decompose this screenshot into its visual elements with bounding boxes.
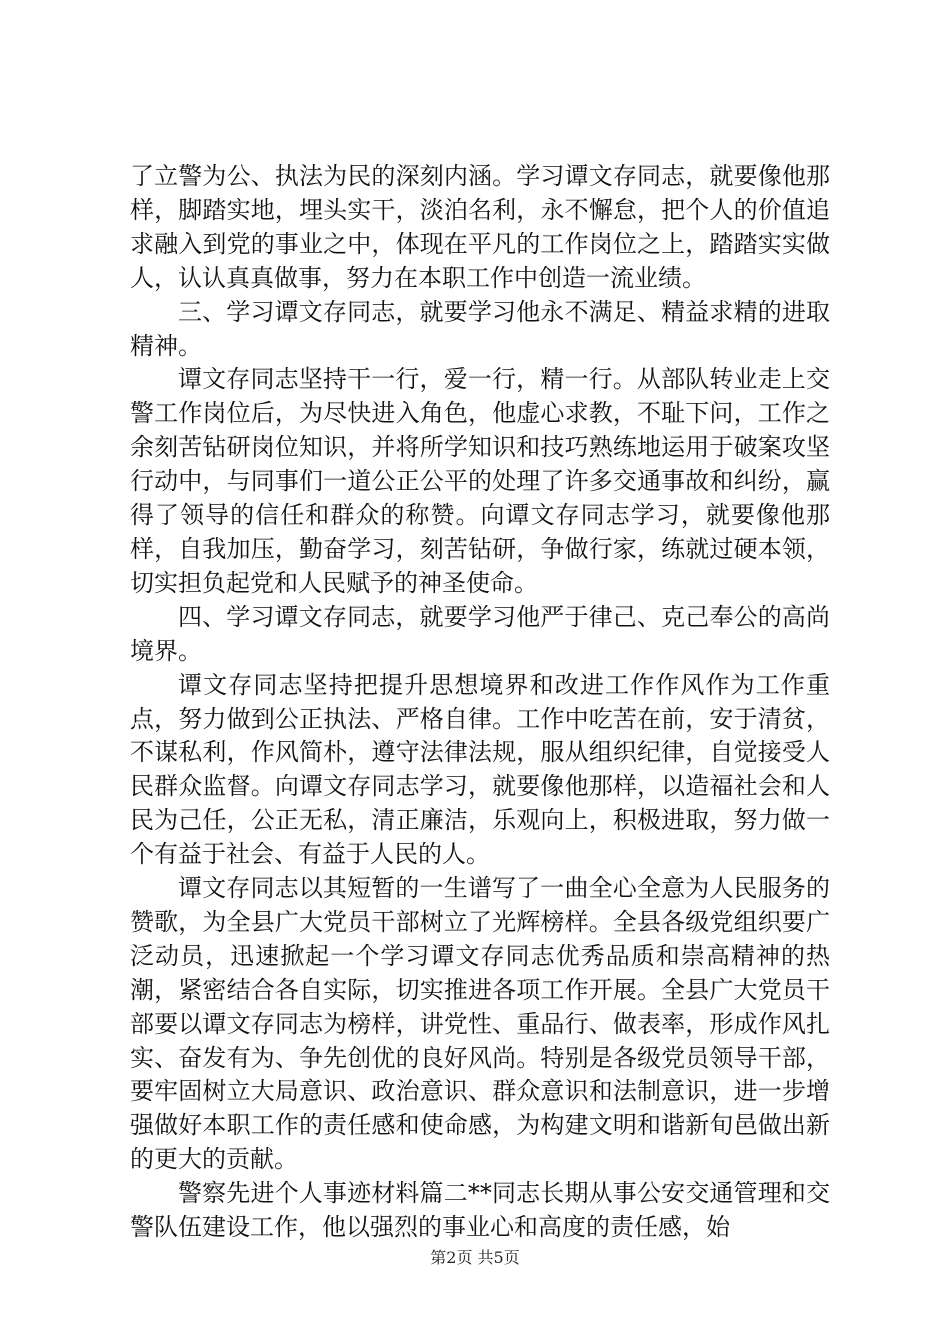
section-heading-3: 三、学习谭文存同志，就要学习他永不满足、精益求精的进取精神。 (130, 297, 830, 360)
body-text (130, 160, 830, 1245)
section-heading-4: 四、学习谭文存同志，就要学习他严于律己、克己奉公的高尚境界。 (130, 602, 830, 665)
paragraph: 谭文存同志以其短暂的一生谱写了一曲全心全意为人民服务的赞歌，为全县广大党员干部树立了光辉榜样。全县各级党组织要广泛动员，迅速掀起一个学习谭文存同志优秀品质和崇高精神的热潮，紧密结合各自实际，切实推进各项工作开展。全县广大党员干部要以谭文存同志为榜样，讲党性、重品行、做表率，形成作风扎实、奋发有为、争先创优的良好风尚。特别是各级党员领导干部，要牢固树立大局意识、政治意识、群众意识和法制意识，进一步增强做好本职工作的责任感和使命感，为构建文明和谐新旬邑做出新的更大的贡献。 (130, 874, 830, 1174)
paragraph: 警察先进个人事迹材料篇二**同志长期从事公安交通管理和交警队伍建设工作，他以强烈的事业心和高度的责任感，始 (130, 1179, 830, 1242)
page-number-footer: 第2页 共5页 (430, 1248, 520, 1267)
paragraph: 谭文存同志坚持干一行，爱一行，精一行。从部队转业走上交警工作岗位后，为尽快进入角色，他虚心求教，不耻下问，工作之余刻苦钻研岗位知识，并将所学知识和技巧熟练地运用于破案攻坚行动中，与同事们一道公正公平的处理了许多交通事故和纠纷，赢得了领导的信任和群众的称赞。向谭文存同志学习，就要像他那样，自我加压，勤奋学习，刻苦钻研，争做行家，练就过硬本领，切实担负起党和人民赋予的神圣使命。 (130, 365, 830, 597)
paragraph-continuation: 了立警为公、执法为民的深刻内涵。学习谭文存同志，就要像他那样，脚踏实地，埋头实干，淡泊名利，永不懈怠，把个人的价值追求融入到党的事业之中，体现在平凡的工作岗位之上，踏踏实实做人，认认真真做事，努力在本职工作中创造一流业绩。 (130, 162, 830, 292)
paragraph: 谭文存同志坚持把提升思想境界和改进工作作风作为工作重点，努力做到公正执法、严格自律。工作中吃苦在前，安于清贫，不谋私利，作风简朴，遵守法律法规，服从组织纪律，自觉接受人民群众监督。向谭文存同志学习，就要像他那样，以造福社会和人民为己任，公正无私，清正廉洁，乐观向上，积极进取，努力做一个有益于社会、有益于人民的人。 (130, 670, 830, 869)
